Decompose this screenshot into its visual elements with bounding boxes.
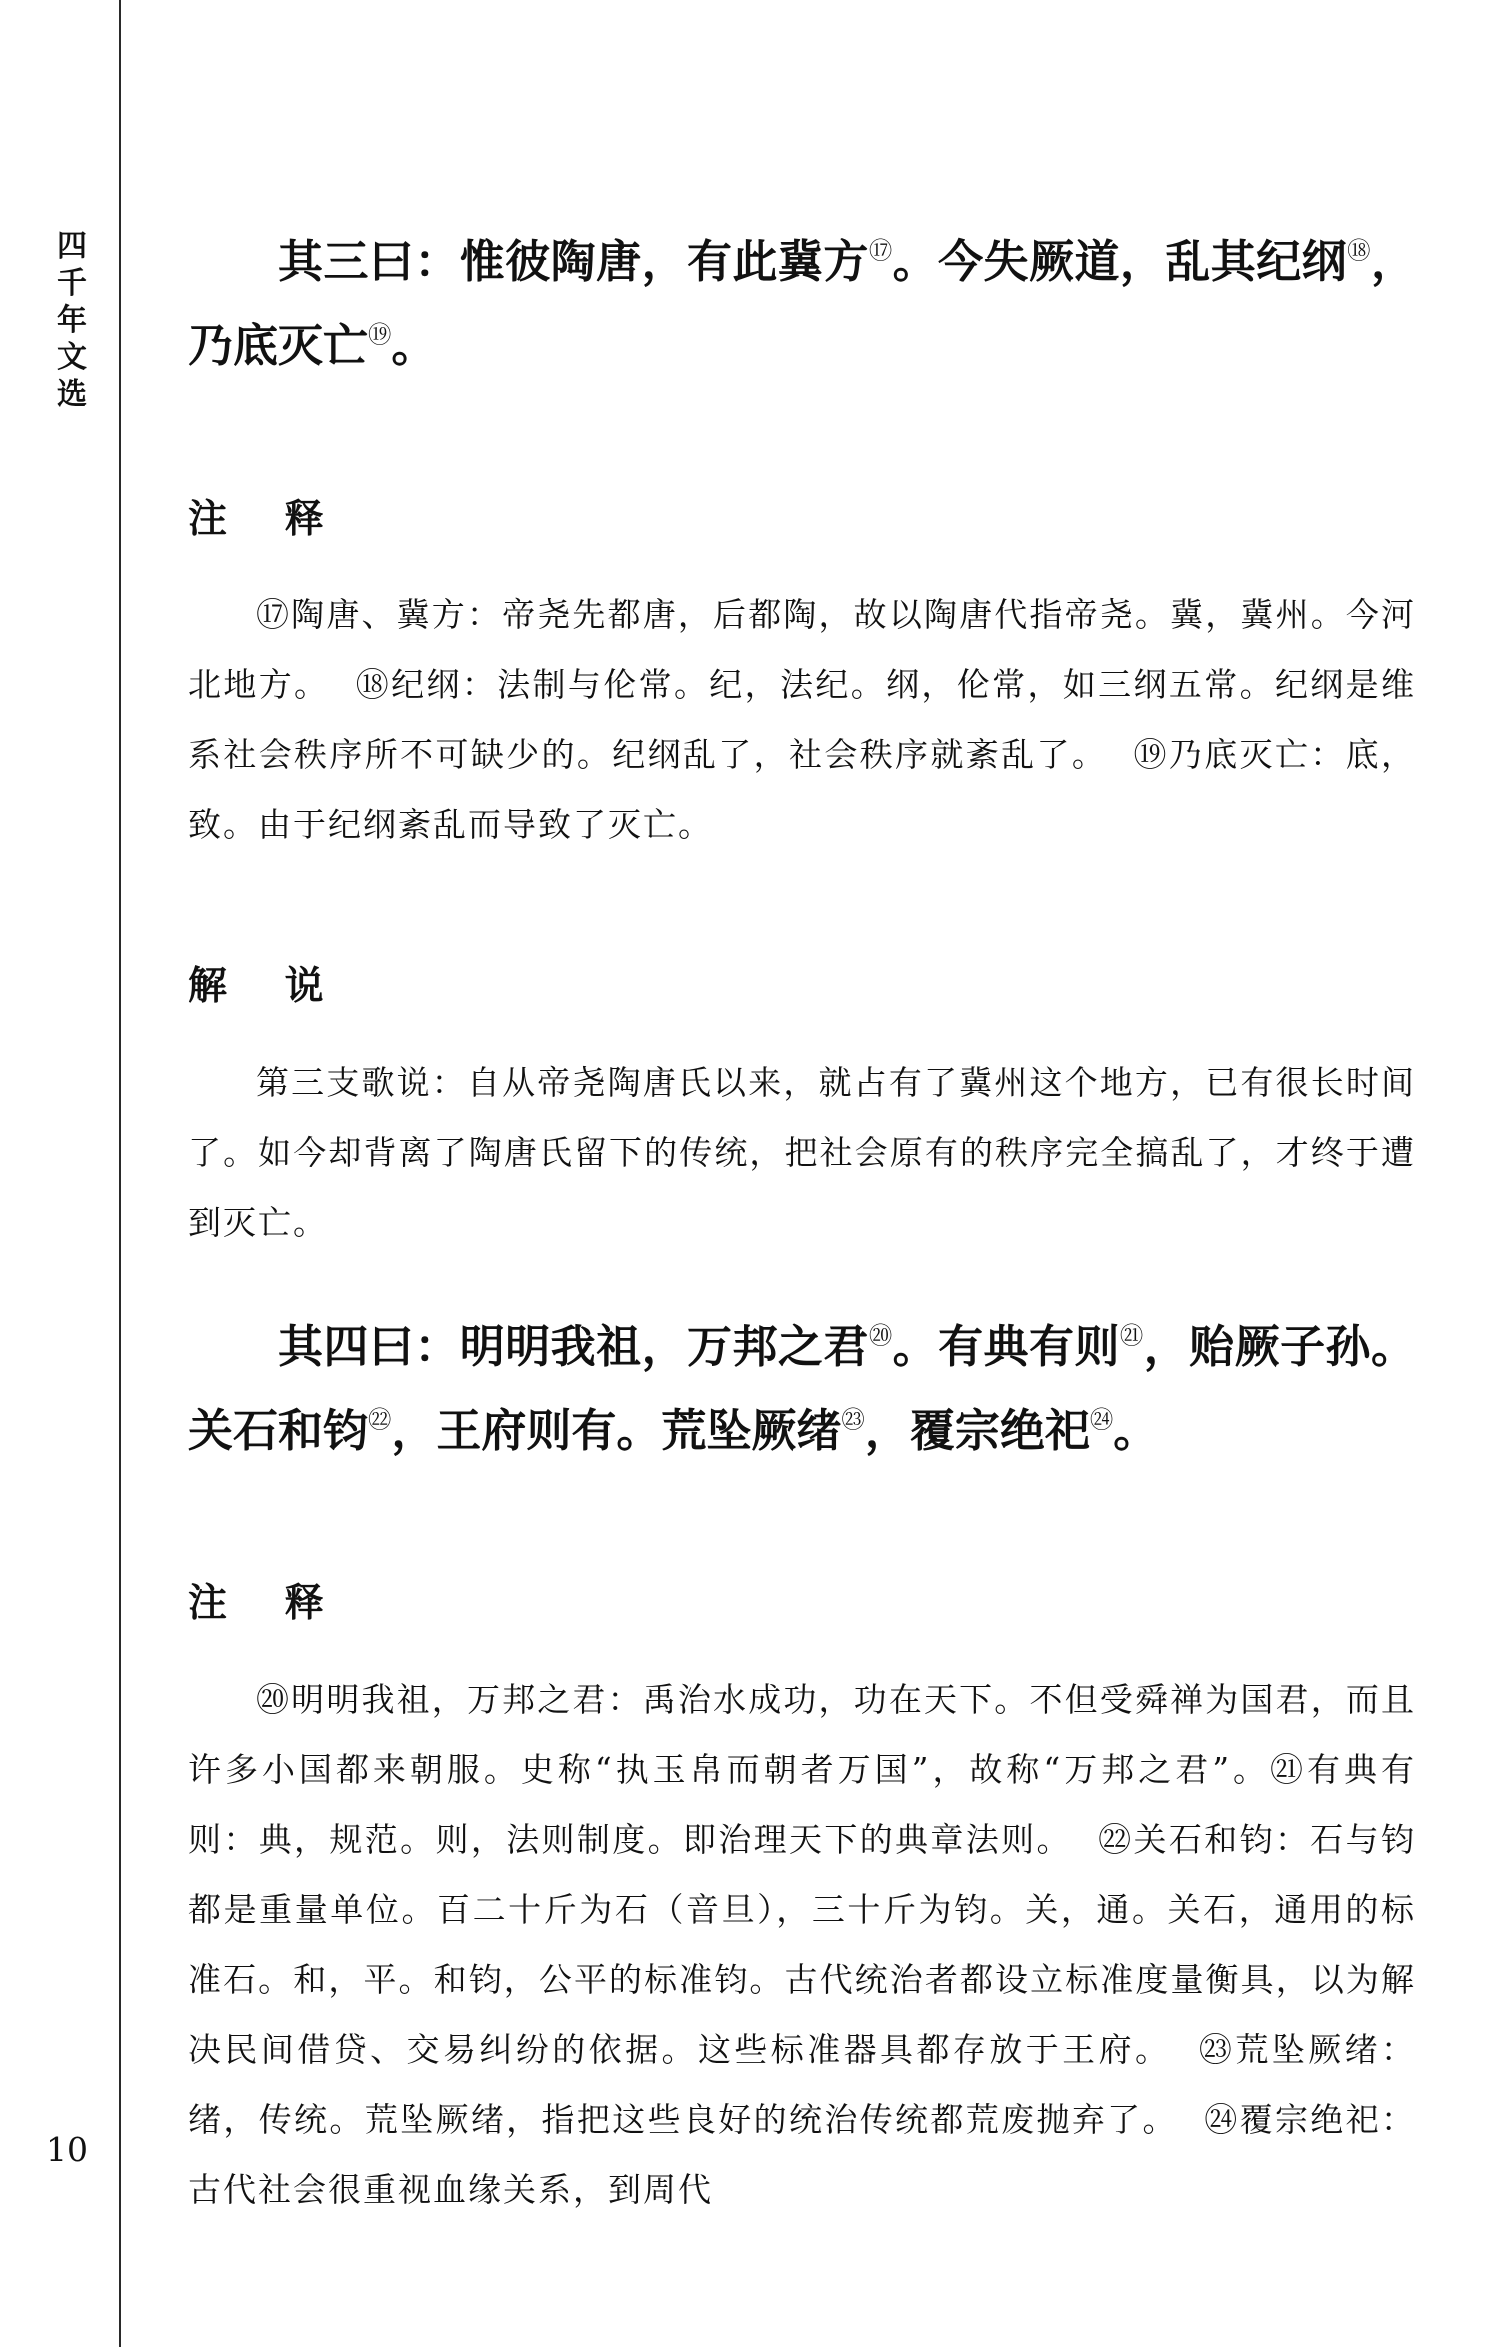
explanation bbox=[188, 1048, 1416, 1258]
verse-3-part: 。 bbox=[391, 319, 437, 372]
footnote-ref: ㉒ bbox=[368, 1405, 392, 1434]
footnote-ref: ⑳ bbox=[868, 1321, 893, 1350]
verse-4-part: 其四曰：明明我祖，万邦之君 bbox=[278, 1320, 869, 1373]
verse-4-part: 。 bbox=[1113, 1404, 1159, 1457]
notes-1-text bbox=[188, 580, 1416, 860]
note-21: ㉑有典有则：典，规范。则，法则制度。即治理天下的典章法则。 bbox=[188, 1750, 1417, 1859]
verse-4 bbox=[188, 1305, 1416, 1473]
note-23: ㉓荒坠厥绪：绪，传统。荒坠厥绪，指把这些良好的统治传统都荒废抛弃了。 bbox=[188, 2030, 1417, 2139]
note-20: ⑳明明我祖，万邦之君：禹治水成功，功在天下。不但受舜禅为国君，而且许多小国都来朝服。史称“执玉帛而朝者万国”，故称“万邦之君”。 bbox=[188, 1680, 1416, 1789]
verse-4-text bbox=[188, 1305, 1416, 1473]
running-title: 四千年文选 bbox=[57, 229, 87, 412]
margin-rule bbox=[119, 0, 121, 2347]
verse-3-part: ，乃底灭亡 bbox=[188, 235, 1416, 372]
footnote-ref: ⑰ bbox=[868, 236, 893, 265]
note-22: ㉒关石和钧：石与钧都是重量单位。百二十斤为石（音旦），三十斤为钧。关，通。关石，通用的标准石。和，平。和钧，公平的标准钧。古代统治者都设立标准度量衡具，以为解决民间借贷、交易纠纷的依据。这些标准器具都存放于王府。 bbox=[188, 1820, 1417, 2069]
notes-1 bbox=[188, 580, 1416, 860]
footnote-ref: ⑱ bbox=[1347, 236, 1371, 265]
note-24: ㉔覆宗绝祀：古代社会很重视血缘关系，到周代 bbox=[188, 2100, 1417, 2209]
notes-heading-2: 注 释 bbox=[188, 1581, 346, 1626]
verse-4-part: ，贻厥子孙。关石和钧 bbox=[188, 1320, 1416, 1457]
page-number: 10 bbox=[46, 2130, 88, 2169]
footnote-ref: ㉔ bbox=[1089, 1405, 1114, 1434]
footnote-ref: ㉓ bbox=[841, 1405, 865, 1434]
verse-3 bbox=[188, 220, 1416, 388]
explanation-heading: 解 说 bbox=[188, 964, 346, 1009]
note-18: ⑱纪纲：法制与伦常。纪，法纪。纲，伦常，如三纲五常。纪纲是维系社会秩序所不可缺少的。纪纲乱了，社会秩序就紊乱了。 bbox=[188, 665, 1417, 774]
verse-4-part: ，覆宗绝祀 bbox=[864, 1404, 1090, 1457]
notes-heading-1: 注 释 bbox=[188, 497, 346, 542]
verse-3-part: 。今失厥道，乱其纪纲 bbox=[892, 235, 1348, 288]
verse-4-part: ，王府则有。荒坠厥绪 bbox=[391, 1404, 842, 1457]
note-17: ⑰陶唐、冀方：帝尧先都唐，后都陶，故以陶唐代指帝尧。冀，冀州。今河北地方。 bbox=[188, 595, 1416, 704]
notes-2 bbox=[188, 1665, 1416, 2225]
verse-3-text bbox=[188, 220, 1416, 388]
footnote-ref: ⑲ bbox=[368, 320, 392, 349]
explanation-text: 第三支歌说：自从帝尧陶唐氏以来，就占有了冀州这个地方，已有很长时间了。如今却背离了陶唐氏留下的传统，把社会原有的秩序完全搞乱了，才终于遭到灭亡。 bbox=[188, 1063, 1416, 1242]
verse-4-part: 。有典有则 bbox=[892, 1320, 1120, 1373]
verse-3-part: 其三曰：惟彼陶唐，有此冀方 bbox=[278, 235, 869, 288]
notes-2-text bbox=[188, 1665, 1416, 2225]
footnote-ref: ㉑ bbox=[1119, 1321, 1144, 1350]
note-19: ⑲乃底灭亡：底，致。由于纪纲紊乱而导致了灭亡。 bbox=[188, 735, 1417, 844]
